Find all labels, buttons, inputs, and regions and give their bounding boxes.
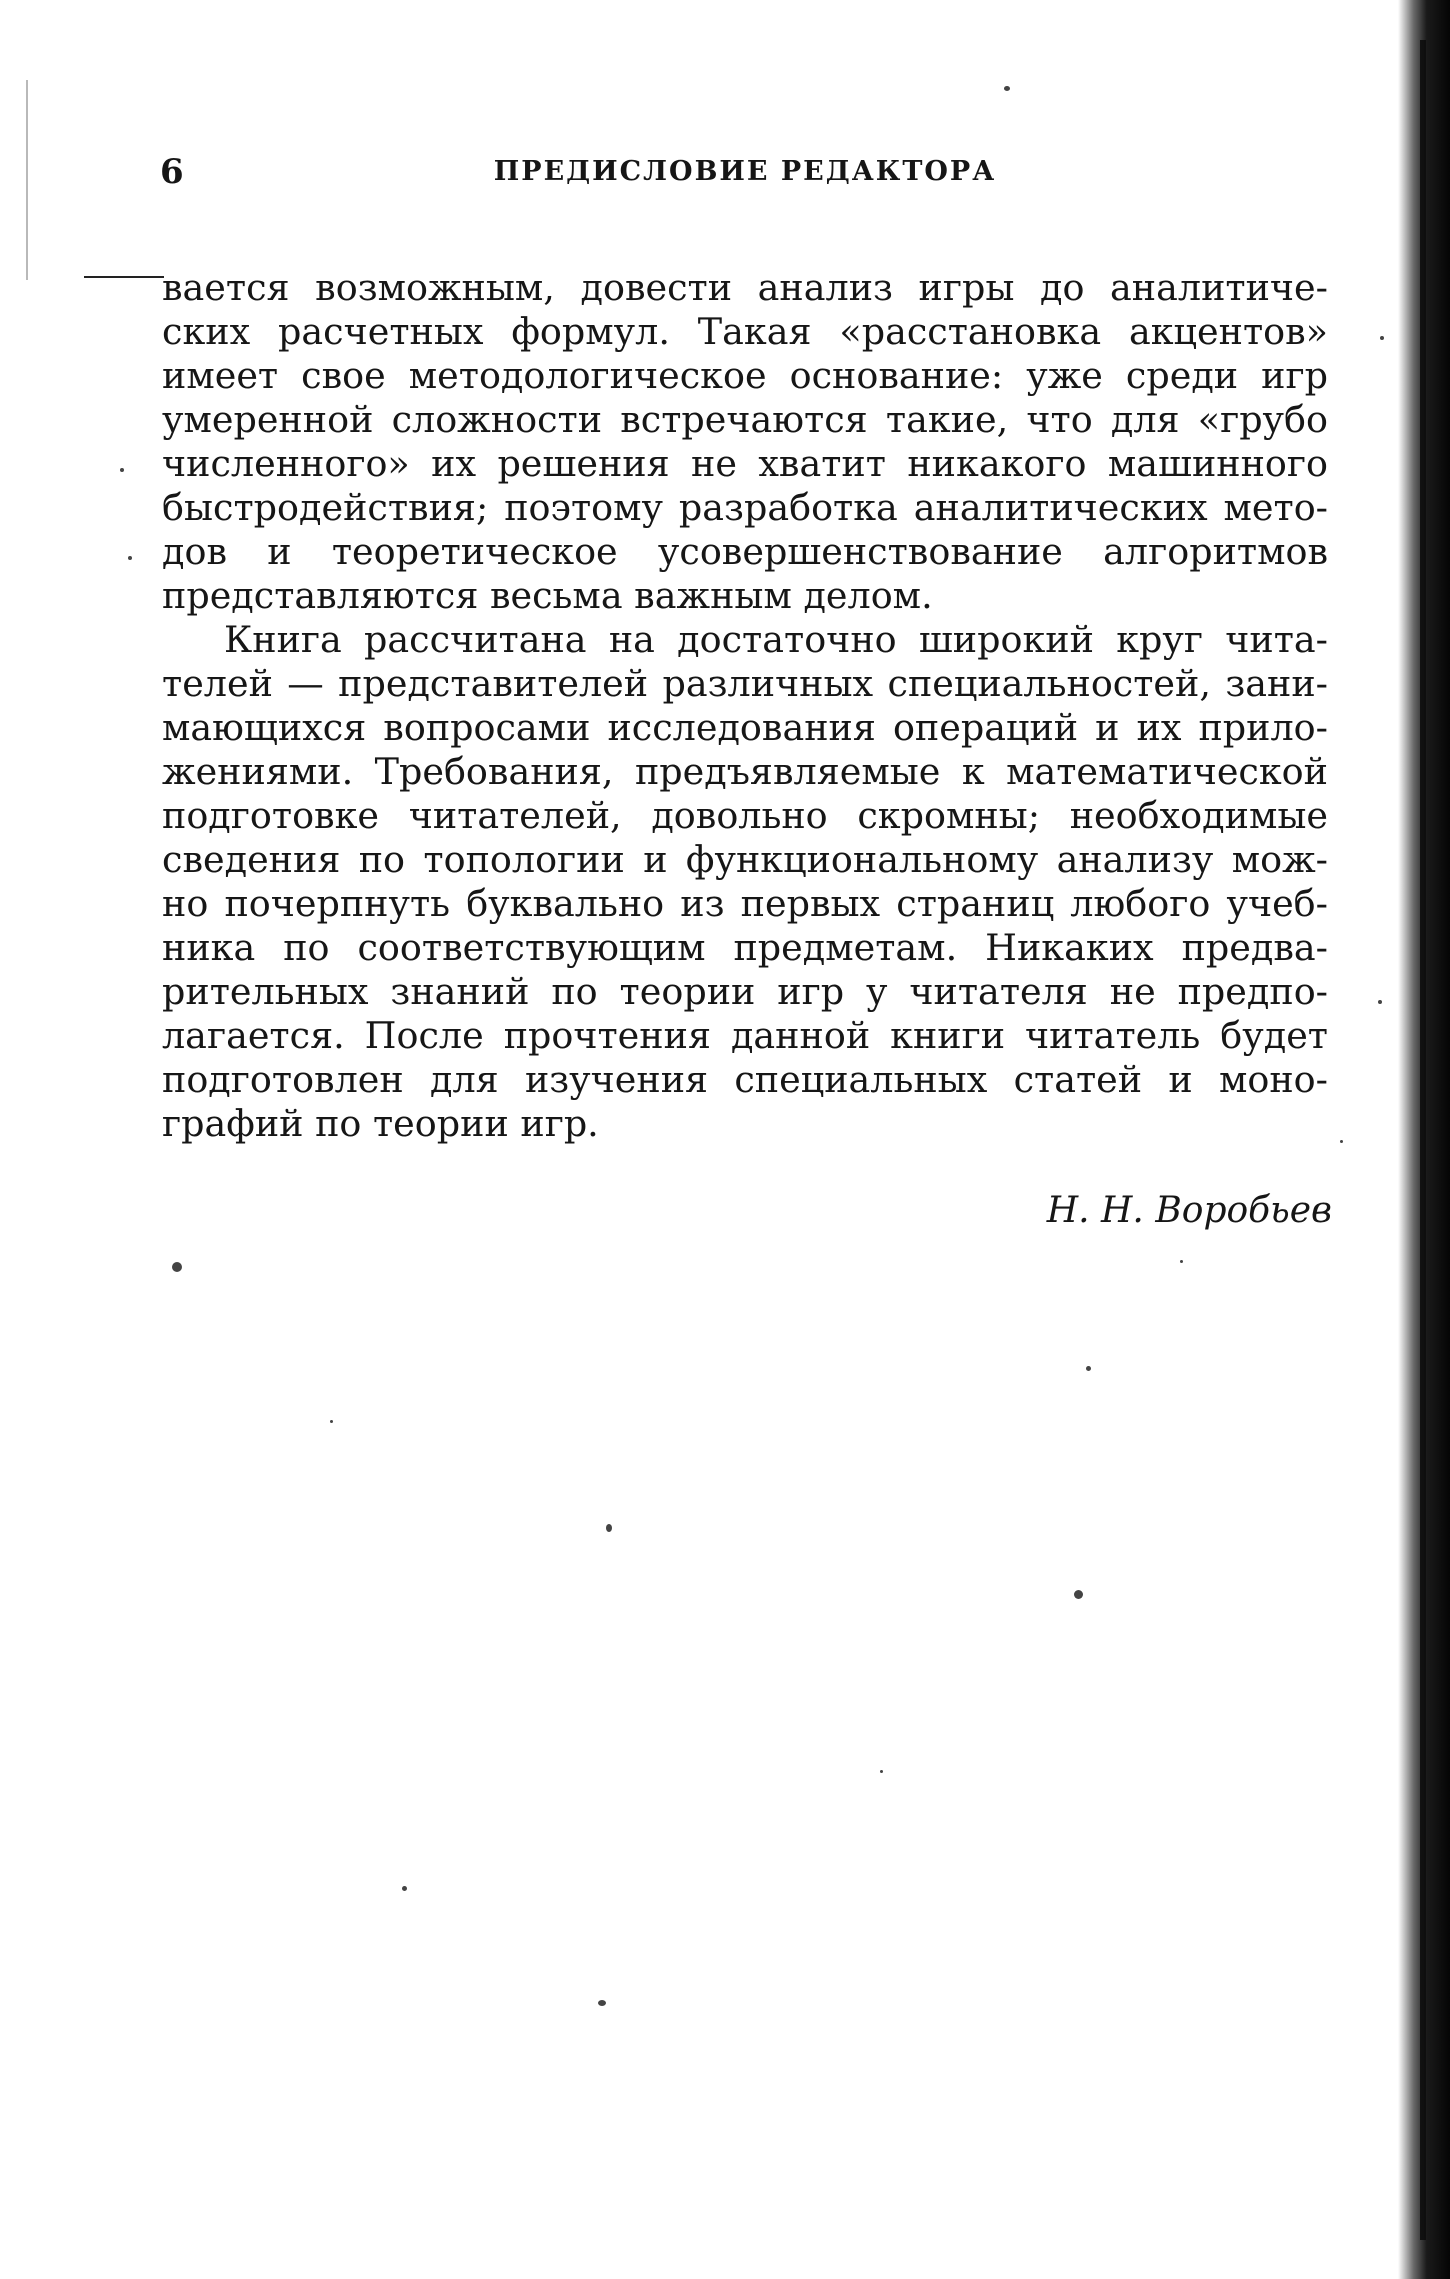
scan-speck (1380, 336, 1384, 340)
scan-speck (330, 1420, 333, 1423)
text-line: лагается. После прочтения данной книги читатель будет (162, 1014, 1328, 1057)
scan-speck (880, 1770, 883, 1773)
text-line: быстродействия; поэтому разработка аналитических мето- (162, 486, 1328, 529)
scan-speck (128, 556, 132, 560)
text-line: но почерпнуть буквально из первых страниц любого учеб- (162, 882, 1328, 925)
text-line: жениями. Требования, предъявляемые к математической (162, 750, 1328, 793)
text-line: умеренной сложности встречаются такие, что для «грубо (162, 398, 1328, 441)
text-line: подготовлен для изучения специальных статей и моно- (162, 1058, 1328, 1101)
continuation-dash (84, 276, 164, 278)
text-line: графий по теории игр. (162, 1102, 599, 1145)
text-line: представляются весьма важным делом. (162, 574, 933, 617)
page-edge-shadow (1398, 0, 1450, 2279)
scan-speck (606, 1524, 612, 1532)
text-line: телей — представителей различных специальностей, зани- (162, 662, 1328, 705)
scan-speck (120, 468, 124, 472)
text-line: ских расчетных формул. Такая «расстановка акцентов» (162, 310, 1328, 353)
scan-speck (172, 1262, 182, 1272)
body-text (162, 266, 1328, 1146)
scan-speck (1086, 1366, 1091, 1371)
author-signature: Н. Н. Воробьев (1046, 1190, 1332, 1231)
text-line: мающихся вопросами исследования операций и их прило- (162, 706, 1328, 749)
running-title: ПРЕДИСЛОВИЕ РЕДАКТОРА (493, 156, 997, 187)
left-margin-mark (26, 80, 28, 280)
scan-speck (1004, 86, 1010, 91)
text-line: вается возможным, довести анализ игры до аналитиче- (162, 266, 1328, 309)
page-number: 6 (160, 152, 184, 192)
text-line: сведения по топологии и функциональному анализу мож- (162, 838, 1328, 881)
text-line: подготовке читателей, довольно скромны; необходимые (162, 794, 1328, 837)
scan-speck (1074, 1590, 1083, 1599)
text-line: рительных знаний по теории игр у читателя не предпо- (162, 970, 1328, 1013)
scan-speck (402, 1886, 407, 1891)
scan-speck (1378, 1000, 1382, 1004)
scan-speck (1340, 1140, 1343, 1143)
paragraph-1 (162, 266, 1328, 618)
text-line: численного» их решения не хватит никакого машинного (162, 442, 1328, 485)
text-line: дов и теоретическое усовершенствование алгоритмов (162, 530, 1328, 573)
paragraph-2 (162, 618, 1328, 1146)
page-header (160, 152, 1330, 192)
text-line: ника по соответствующим предметам. Никаких предва- (162, 926, 1328, 969)
text-line: Книга рассчитана на достаточно широкий круг чита- (224, 618, 1328, 661)
scan-speck (598, 2000, 606, 2006)
scan-speck (1180, 1260, 1183, 1263)
text-line: имеет свое методологическое основание: уже среди игр (162, 354, 1328, 397)
